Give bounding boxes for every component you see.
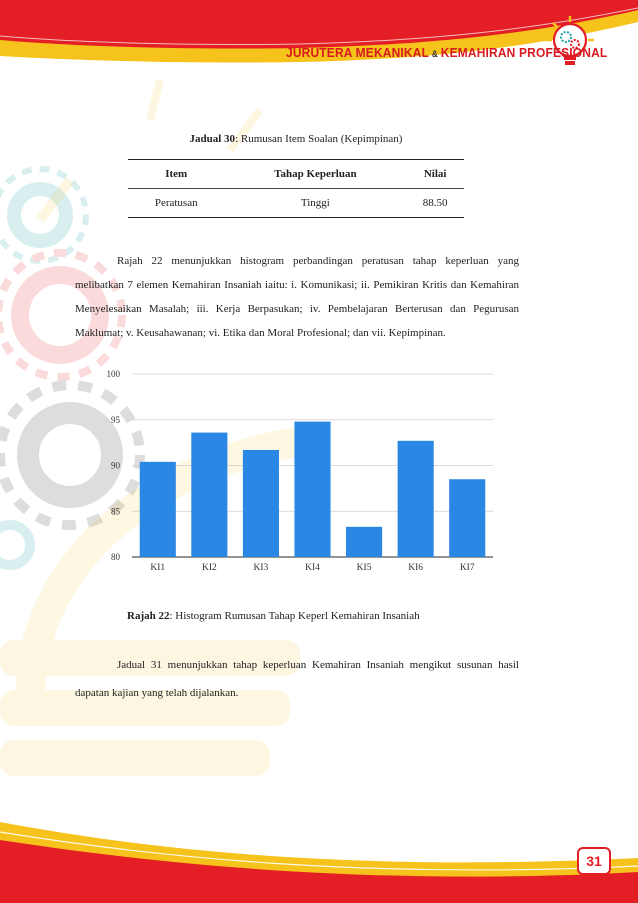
y-tick-label: 100: [106, 369, 120, 379]
figure-caption-label: Rajah 22: [127, 610, 170, 622]
bar-ki4: [294, 422, 330, 557]
x-tick-label: KI2: [201, 563, 217, 573]
table-cell: Tinggi: [224, 189, 406, 218]
bar-ki7: [449, 479, 485, 557]
bar-ki6: [398, 441, 434, 557]
table-header-item: Item: [128, 160, 224, 189]
x-tick-label: KI6: [408, 563, 424, 573]
figure-caption: [127, 610, 420, 622]
table-caption-text: : Rumusan Item Soalan (Kepimpinan): [235, 133, 403, 145]
y-tick-label: 80: [111, 552, 120, 562]
figure-caption-text: : Histogram Rumusan Tahap Keperl Kemahiran Insaniah: [169, 610, 420, 622]
table-caption-label: Jadual 30: [189, 133, 236, 145]
page-number: 31: [577, 847, 611, 875]
table-header-nilai: Nilai: [406, 160, 464, 189]
y-tick-label: 85: [111, 506, 120, 517]
bar-ki3: [243, 450, 279, 557]
x-tick-label: KI7: [459, 563, 475, 573]
header-ampersand: &: [431, 49, 439, 59]
table-cell: Peratusan: [128, 189, 224, 218]
table-header-tahap: Tahap Keperluan: [224, 160, 406, 189]
x-tick-label: KI3: [253, 563, 269, 573]
table-cell: 88.50: [406, 189, 464, 218]
y-tick-label: 90: [111, 460, 120, 471]
bar-ki5: [346, 527, 382, 557]
paragraph-2: Jadual 31 menunjukkan tahap keperluan Kemahiran Insaniah mengikut susunan hasil dapatan kajian yang telah dijalankan.: [75, 659, 519, 699]
x-tick-label: KI1: [150, 563, 166, 573]
paragraph-1: Rajah 22 menunjukkan histogram perbandingan peratusan tahap keperluan yang melibatkan 7 elemen Kemahiran Insaniah iaitu: i. Komunikasi; ii. Pemikiran Kritis dan Kemahiran Menyelesaikan Masalah; iii. Kerja Berpasukan; iv. Pembelajaran Berterusan dan Pegurusan Maklumat; v. Keusahawanan; vi. Etika dan Moral Profesional; dan vii. Kepimpinan.: [75, 255, 519, 339]
x-tick-label: KI5: [356, 563, 372, 573]
header-title-part2: KEMAHIRAN PROFESIONAL: [440, 45, 608, 60]
x-tick-label: KI4: [305, 563, 320, 573]
header-title-part1: JURUTERA MEKANIKAL: [286, 45, 430, 60]
y-tick-label: 95: [111, 414, 120, 425]
bar-ki1: [140, 462, 176, 557]
bar-ki2: [191, 433, 227, 557]
